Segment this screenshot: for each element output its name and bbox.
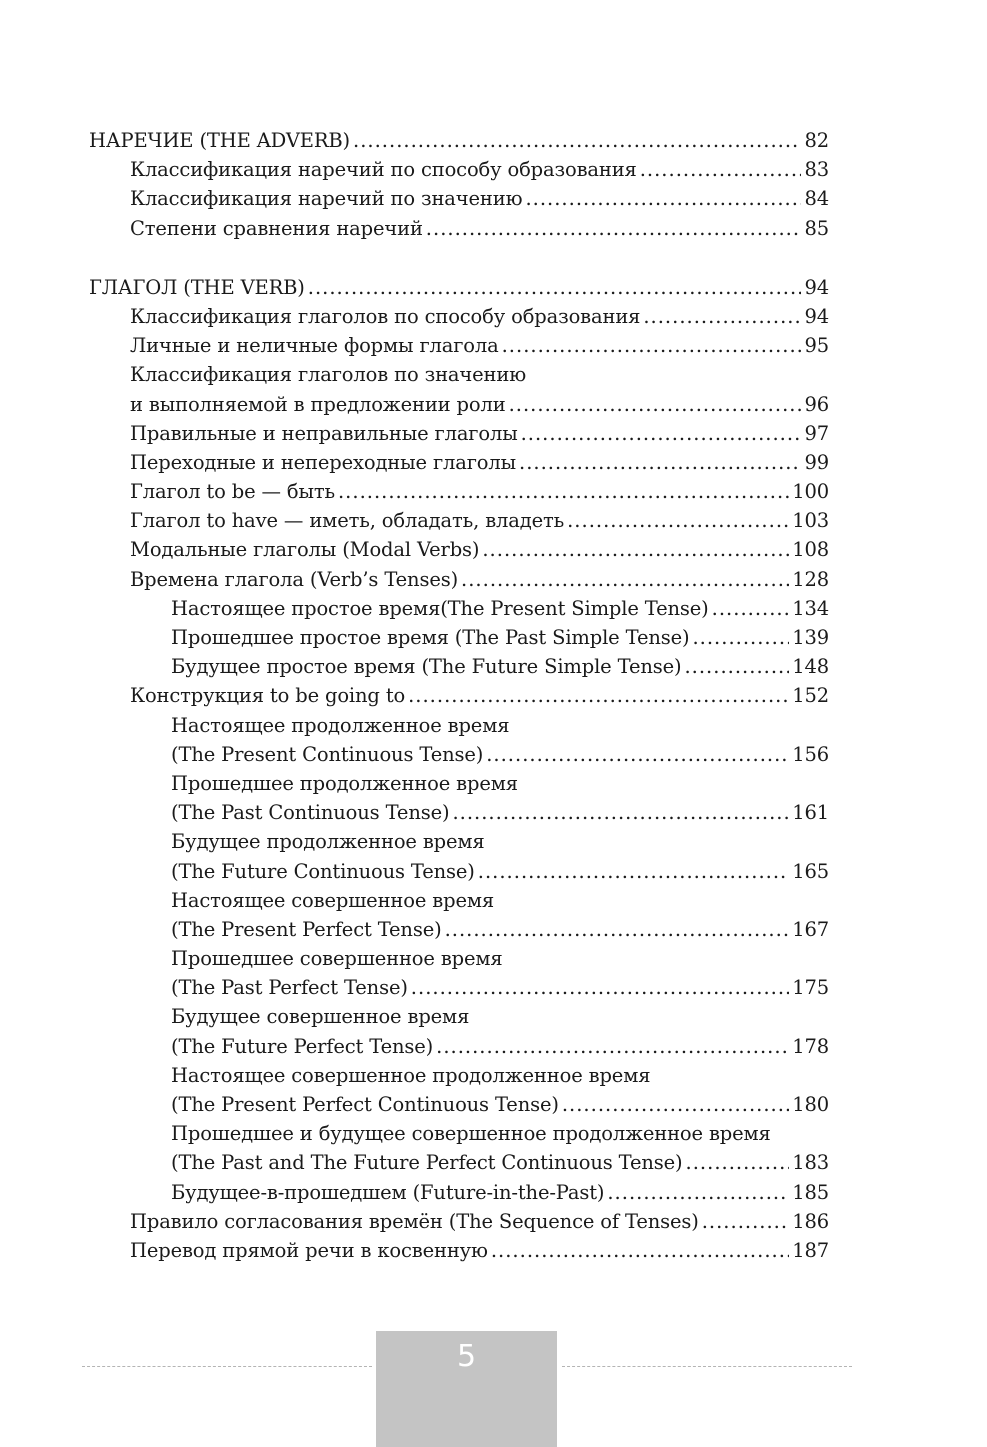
toc-entry-page: 185 xyxy=(792,1180,829,1204)
toc-entry xyxy=(89,652,829,681)
toc-entry xyxy=(89,623,829,652)
toc-dot-leader xyxy=(686,1148,790,1177)
toc-entry-title: Классификация глаголов по способу образования xyxy=(130,304,641,328)
toc-entry-page: 103 xyxy=(792,509,829,533)
toc-dot-leader xyxy=(562,1090,789,1119)
toc-entry-title: (The Present Perfect Tense) xyxy=(171,917,442,941)
toc-dot-leader xyxy=(509,390,802,419)
toc-entry-title: Модальные глаголы (Modal Verbs) xyxy=(130,538,480,562)
toc-entry-page: 183 xyxy=(792,1151,829,1175)
toc-section xyxy=(89,273,829,1265)
page-number-box xyxy=(376,1331,557,1447)
toc-entry-page: 152 xyxy=(792,684,829,708)
toc-dot-leader xyxy=(461,565,789,594)
toc-entry-title: Будущее совершенное время xyxy=(171,1005,470,1029)
toc-entry-title: ГЛАГОЛ (THE VERB) xyxy=(89,275,305,299)
toc-entry-title: Классификация глаголов по значению xyxy=(130,363,527,387)
toc-dot-leader xyxy=(525,184,801,213)
toc-entry xyxy=(89,360,829,389)
toc-entry-page: 100 xyxy=(792,480,829,504)
toc-entry-title: Глагол to be — быть xyxy=(130,480,335,504)
toc-entry-title: (The Future Continuous Tense) xyxy=(171,859,475,883)
toc-dot-leader xyxy=(702,1207,790,1236)
toc-entry-title: Прошедшее простое время (The Past Simple Tense) xyxy=(171,626,690,649)
toc-entry-page: 186 xyxy=(792,1209,829,1233)
toc-entry-page: 97 xyxy=(804,421,829,445)
toc-entry xyxy=(89,1178,829,1207)
toc-entry-page: 167 xyxy=(792,917,829,941)
toc-entry-title: и выполняемой в предложении роли xyxy=(130,392,506,416)
toc-entry xyxy=(89,711,829,740)
toc-dot-leader xyxy=(338,477,789,506)
toc-entry-title: Прошедшее и будущее совершенное продолженное время xyxy=(171,1122,771,1146)
toc-dot-leader xyxy=(491,1236,789,1265)
toc-entry xyxy=(89,944,829,973)
toc-dot-leader xyxy=(353,126,801,155)
toc-entry-page: 95 xyxy=(804,334,829,358)
toc-entry xyxy=(89,419,829,448)
toc-entry xyxy=(89,1032,829,1061)
toc-entry-title: Правильные и неправильные глаголы xyxy=(130,421,518,445)
toc-entry xyxy=(89,681,829,710)
toc-entry-page: 134 xyxy=(792,596,829,620)
toc-dot-leader xyxy=(411,973,789,1002)
toc-entry-title: Переходные и непереходные глаголы xyxy=(130,450,517,474)
toc-dot-leader xyxy=(692,623,789,652)
toc-dot-leader xyxy=(684,652,789,681)
toc-dot-leader xyxy=(486,740,789,769)
toc-entry xyxy=(89,448,829,477)
toc-entry xyxy=(89,798,829,827)
toc-dot-leader xyxy=(482,535,789,564)
toc-entry-page: 139 xyxy=(792,626,829,649)
toc-entry xyxy=(89,1002,829,1031)
toc-dot-leader xyxy=(426,214,802,243)
toc-entry-title: Личные и неличные формы глагола xyxy=(130,334,499,358)
toc-entry-title: Настоящее совершенное время xyxy=(171,888,495,912)
toc-entry-page: 156 xyxy=(792,742,829,766)
toc-entry-title: Степени сравнения наречий xyxy=(130,216,423,240)
toc-entry-page: 99 xyxy=(804,450,829,474)
toc-entry-page: 83 xyxy=(804,158,829,182)
toc-dot-leader xyxy=(502,331,802,360)
toc-entry-page: 82 xyxy=(804,129,829,152)
toc-chapter-entry xyxy=(89,273,829,302)
toc-entry xyxy=(89,1090,829,1119)
toc-entry-title: (The Present Continuous Tense) xyxy=(171,742,484,766)
toc-entry xyxy=(89,331,829,360)
toc-entry-page: 108 xyxy=(792,538,829,562)
toc-entry-page: 148 xyxy=(792,655,829,679)
toc-entry-title: Времена глагола (Verb’s Tenses) xyxy=(130,567,459,591)
toc-entry-page: 161 xyxy=(792,801,829,825)
toc-entry xyxy=(89,827,829,856)
toc-entry-title: Будущее простое время (The Future Simple Tense) xyxy=(171,655,682,679)
toc-entry xyxy=(89,535,829,564)
toc-dot-leader xyxy=(607,1178,789,1207)
page-number: 5 xyxy=(456,1339,477,1374)
toc-entry xyxy=(89,155,829,184)
toc-entry-title: (The Past and The Future Perfect Continuous Tense) xyxy=(171,1151,683,1175)
toc-dot-leader xyxy=(445,915,790,944)
toc-entry xyxy=(89,1061,829,1090)
toc-entry xyxy=(89,506,829,535)
toc-dot-leader xyxy=(308,273,802,302)
toc-dot-leader xyxy=(640,155,802,184)
toc-entry xyxy=(89,214,829,243)
toc-entry xyxy=(89,1119,829,1148)
toc-entry xyxy=(89,565,829,594)
toc-section xyxy=(89,126,829,243)
toc-entry-title: Прошедшее продолженное время xyxy=(171,771,518,795)
toc-dot-leader xyxy=(712,594,790,623)
toc-entry xyxy=(89,184,829,213)
footer-dashed-line-left xyxy=(82,1366,372,1367)
toc-entry-title: (The Past Continuous Tense) xyxy=(171,801,450,825)
toc-entry xyxy=(89,1236,829,1265)
toc-entry-page: 187 xyxy=(792,1238,829,1262)
toc-entry xyxy=(89,915,829,944)
toc-entry-page: 180 xyxy=(792,1093,829,1116)
toc-entry-title: Прошедшее совершенное время xyxy=(171,947,503,971)
toc-entry-page: 175 xyxy=(792,976,829,1000)
toc-entry-title: Глагол to have — иметь, обладать, владеть xyxy=(130,509,565,533)
toc-chapter-entry xyxy=(89,126,829,155)
toc-dot-leader xyxy=(521,419,802,448)
toc-entry-page: 94 xyxy=(804,275,829,299)
toc-entry-page: 128 xyxy=(792,567,829,591)
toc-entry-title: Конструкция to be going to xyxy=(130,684,406,708)
toc-entry-title: Классификация наречий по способу образования xyxy=(130,158,637,182)
toc-entry xyxy=(89,390,829,419)
toc-entry-title: (The Past Perfect Tense) xyxy=(171,976,408,1000)
toc-dot-leader xyxy=(478,857,789,886)
toc-dot-leader xyxy=(452,798,789,827)
toc-entry xyxy=(89,769,829,798)
toc-entry xyxy=(89,594,829,623)
toc-entry-title: Правило согласования времён (The Sequence of Tenses) xyxy=(130,1209,699,1233)
toc-entry-page: 85 xyxy=(804,216,829,240)
toc-entry-page: 178 xyxy=(792,1034,829,1058)
table-of-contents xyxy=(89,126,829,1295)
toc-entry xyxy=(89,1207,829,1236)
footer-dashed-line-right xyxy=(562,1366,852,1367)
toc-entry-title: НАРЕЧИЕ (THE ADVERB) xyxy=(89,129,351,152)
toc-entry-title: Перевод прямой речи в косвенную xyxy=(130,1238,488,1262)
toc-dot-leader xyxy=(643,302,801,331)
toc-entry xyxy=(89,973,829,1002)
toc-entry xyxy=(89,857,829,886)
toc-entry xyxy=(89,477,829,506)
toc-entry-title: Классификация наречий по значению xyxy=(130,187,523,211)
toc-entry-title: (The Future Perfect Tense) xyxy=(171,1034,434,1058)
toc-entry-title: Будущее продолженное время xyxy=(171,830,485,854)
toc-entry xyxy=(89,302,829,331)
toc-entry-title: (The Present Perfect Continuous Tense) xyxy=(171,1093,559,1116)
toc-dot-leader xyxy=(436,1032,789,1061)
toc-entry xyxy=(89,886,829,915)
toc-entry-title: Настоящее продолженное время xyxy=(171,713,510,737)
toc-entry-page: 94 xyxy=(804,304,829,328)
toc-entry-title: Настоящее простое время(The Present Simple Tense) xyxy=(171,596,709,620)
toc-dot-leader xyxy=(567,506,789,535)
toc-entry-title: Будущее-в-прошедшем (Future-in-the-Past) xyxy=(171,1180,605,1204)
toc-entry-page: 84 xyxy=(804,187,829,211)
toc-entry-title: Настоящее совершенное продолженное время xyxy=(171,1063,651,1087)
toc-dot-leader xyxy=(408,681,789,710)
toc-entry xyxy=(89,740,829,769)
toc-entry-page: 165 xyxy=(792,859,829,883)
toc-entry xyxy=(89,1148,829,1177)
toc-entry-page: 96 xyxy=(804,392,829,416)
toc-dot-leader xyxy=(519,448,801,477)
